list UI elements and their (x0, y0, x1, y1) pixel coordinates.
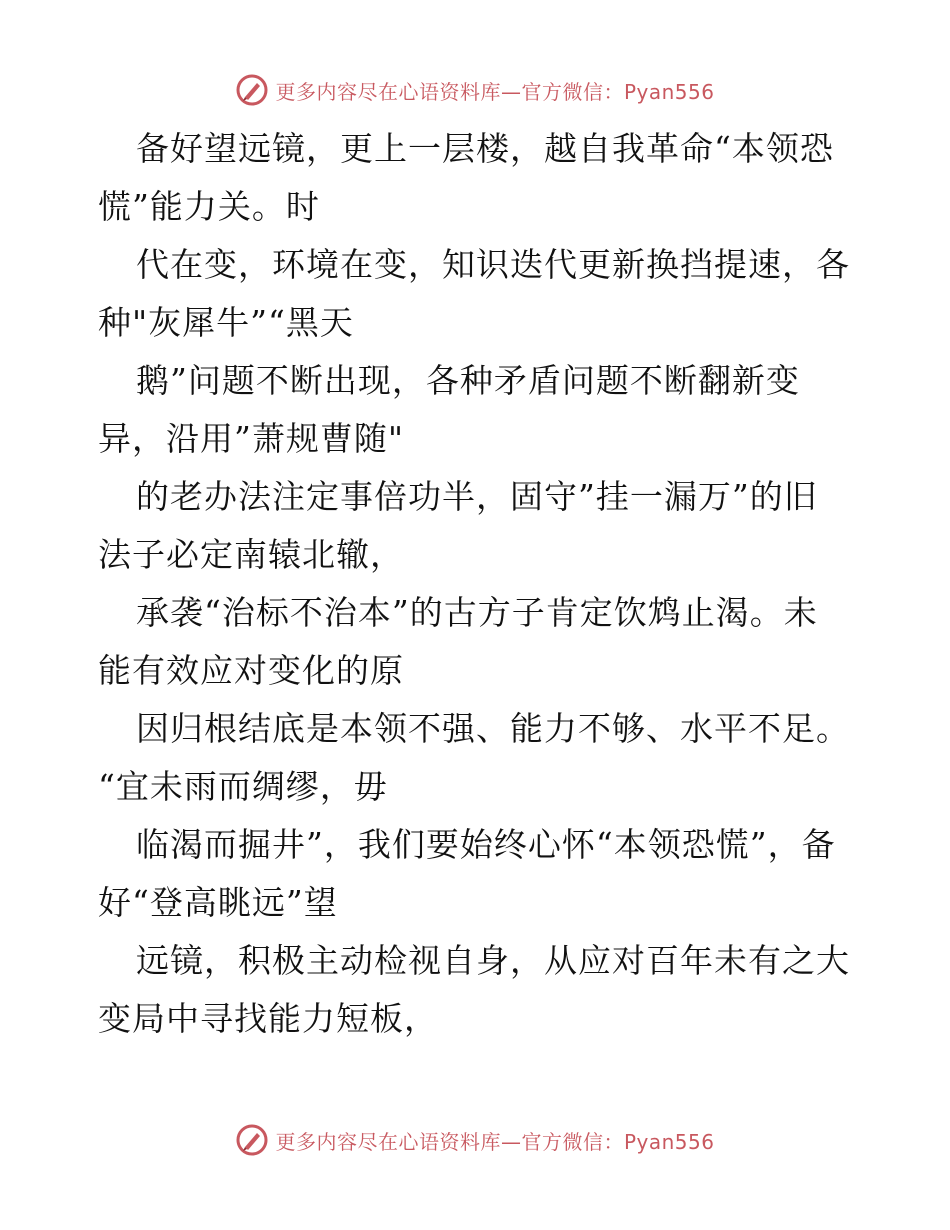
text-line: 好“登高眺远”望 (98, 883, 338, 922)
text-line: “宜未雨而绸缪，毋 (98, 767, 388, 806)
text-line: 慌”能力关。时 (98, 187, 320, 226)
text-line: 法子必定南辕北辙， (98, 535, 404, 574)
text-line: 能有效应对变化的原 (98, 651, 404, 690)
header-banner (0, 70, 950, 110)
text-line: 远镜，积极主动检视自身，从应对百年未有之大 (136, 941, 850, 980)
text-line: 异，沿用”萧规曹随" (98, 419, 405, 458)
text-line: 的老办法注定事倍功半，固守”挂一漏万”的旧 (136, 477, 818, 516)
text-line: 变局中寻找能力短板， (98, 999, 438, 1038)
pen-logo-icon (235, 73, 269, 107)
text-line: 鹅”问题不断出现，各种矛盾问题不断翻新变 (136, 361, 800, 400)
pen-logo-icon (235, 1123, 269, 1157)
footer-banner-text: 更多内容尽在心语资料库—官方微信：Pyan556 (275, 1129, 715, 1154)
text-line: 承袭“治标不治本”的古方子肯定饮鸩止渴。未 (136, 593, 818, 632)
text-line: 因归根结底是本领不强、能力不够、水平不足。 (136, 709, 850, 748)
body-text (98, 120, 858, 1048)
header-banner-text: 更多内容尽在心语资料库—官方微信：Pyan556 (275, 79, 715, 104)
text-line: 临渴而掘井”，我们要始终心怀“本领恐慌”，备 (136, 825, 836, 864)
text-line: 种"灰犀牛”“黑天 (98, 303, 354, 342)
text-line: 代在变，环境在变，知识迭代更新换挡提速，各 (136, 245, 850, 284)
footer-banner (0, 1120, 950, 1160)
text-line: 备好望远镜，更上一层楼，越自我革命“本领恐 (136, 129, 834, 168)
